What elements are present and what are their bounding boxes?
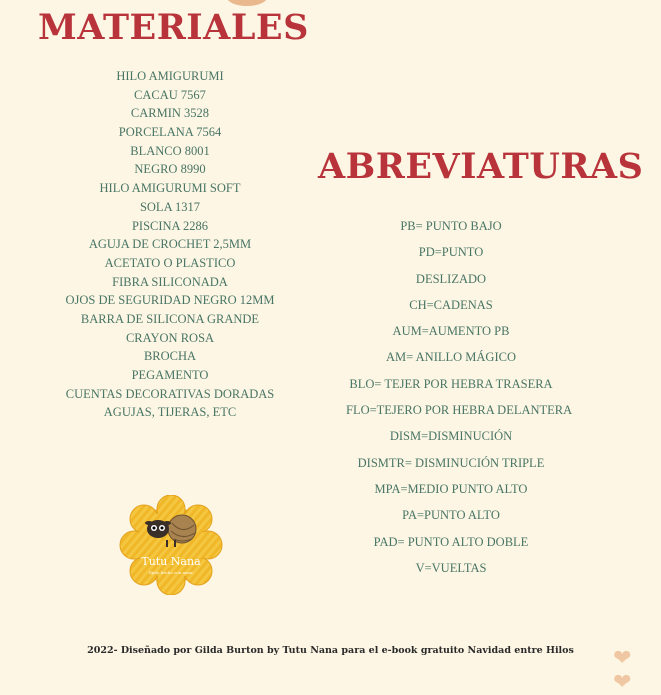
abbreviations-title: ABREVIATURAS bbox=[318, 146, 644, 187]
materials-list bbox=[40, 67, 300, 422]
list-item: HILO AMIGURUMI bbox=[116, 69, 224, 83]
footer-credit: 2022- Diseñado por Gilda Burton by Tutu Nana para el e-book gratuito Navidad entre Hilos bbox=[87, 645, 574, 656]
list-item: CUENTAS DECORATIVAS DORADAS bbox=[65, 386, 275, 401]
list-item: MPA=MEDIO PUNTO ALTO bbox=[374, 481, 528, 496]
list-item: ACETATO O PLASTICO bbox=[104, 255, 236, 270]
list-item: BLANCO 8001 bbox=[130, 143, 210, 158]
list-item: V=VUELTAS bbox=[415, 560, 487, 575]
list-item: CACAU 7567 bbox=[134, 87, 206, 102]
list-item: SOLA 1317 bbox=[139, 199, 201, 214]
list-item: AGUJAS, TIJERAS, ETC bbox=[103, 405, 237, 420]
list-item: AUM=AUMENTO PB bbox=[392, 324, 510, 339]
list-item: BROCHA bbox=[143, 349, 197, 364]
list-item: PA=PUNTO ALTO bbox=[402, 508, 500, 523]
list-item: CRAYON ROSA bbox=[125, 330, 215, 345]
list-item: CH=CADENAS bbox=[409, 297, 493, 312]
list-item: DESLIZADO bbox=[415, 271, 487, 286]
list-item: PD=PUNTO bbox=[418, 245, 484, 260]
list-item: NEGRO 8990 bbox=[134, 162, 206, 177]
sheep-yarn-icon bbox=[116, 495, 226, 595]
list-item: DISMTR= DISMINUCIÓN TRIPLE bbox=[357, 455, 545, 470]
top-decoration bbox=[226, 0, 268, 6]
list-item: OJOS DE SEGURIDAD NEGRO 12MM bbox=[65, 293, 275, 308]
list-item: BLO= TEJER POR HEBRA TRASERA bbox=[349, 376, 553, 391]
heart-icon: ❤❤ bbox=[613, 646, 632, 695]
tutu-nana-logo bbox=[116, 495, 226, 595]
list-item: FIBRA SILICONADA bbox=[112, 274, 228, 289]
list-item: HILO AMIGURUMI SOFT bbox=[99, 181, 241, 196]
list-item: CARMIN 3528 bbox=[130, 106, 210, 121]
list-item: PORCELANA 7564 bbox=[118, 125, 222, 140]
list-item: DISM=DISMINUCIÓN bbox=[389, 429, 513, 444]
list-item: PISCINA 2286 bbox=[131, 218, 209, 233]
list-item: FLO=TEJERO POR HEBRA DELANTERA bbox=[346, 403, 573, 418]
list-item: AGUJA DE CROCHET 2,5MM bbox=[88, 237, 252, 252]
list-item: AM= ANILLO MÁGICO bbox=[386, 350, 516, 365]
logo-name: Tutu Nana bbox=[141, 555, 201, 568]
list-item: PB= PUNTO BAJO bbox=[400, 219, 502, 233]
list-item: BARRA DE SILICONA GRANDE bbox=[80, 311, 260, 326]
logo-tagline: Ejido hecho con amor bbox=[148, 570, 194, 575]
list-item: PEGAMENTO bbox=[131, 368, 209, 382]
abbreviations-list bbox=[346, 213, 573, 581]
materials-title: MATERIALES bbox=[38, 7, 309, 48]
list-item: PAD= PUNTO ALTO DOBLE bbox=[373, 534, 529, 549]
